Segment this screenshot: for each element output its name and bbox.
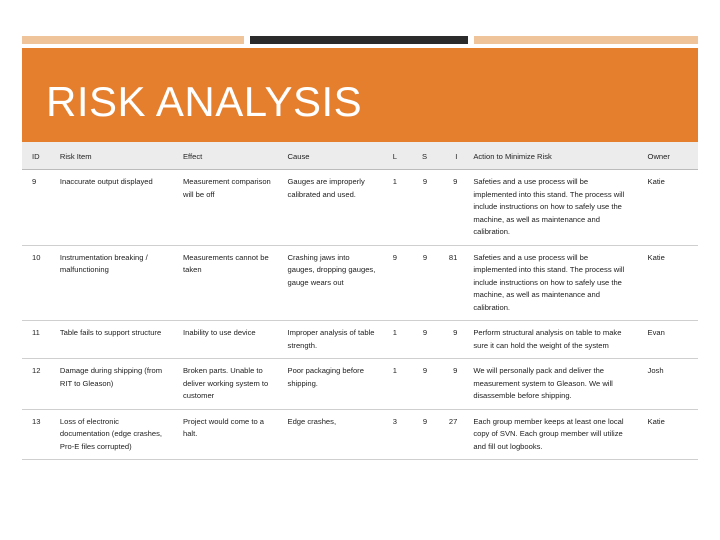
header-risk-item: Risk Item [50, 142, 173, 170]
cell-severity: 9 [403, 359, 433, 410]
cell-severity: 9 [403, 321, 433, 359]
cell-effect: Measurements cannot be taken [173, 245, 278, 321]
cell-likelihood: 1 [380, 359, 403, 410]
cell-action: Safeties and a use process will be implemented into this stand. The process will include instructions on how to safely use the machine, as well as maintenance and calibration. [463, 245, 637, 321]
header-owner: Owner [638, 142, 698, 170]
cell-owner: Josh [638, 359, 698, 410]
cell-importance: 9 [433, 359, 463, 410]
cell-effect: Measurement comparison will be off [173, 170, 278, 246]
slide-title: RISK ANALYSIS [46, 78, 363, 125]
cell-severity: 9 [403, 170, 433, 246]
cell-likelihood: 1 [380, 170, 403, 246]
accent-bar-right [474, 36, 698, 44]
risk-table [22, 142, 698, 460]
cell-effect: Broken parts. Unable to deliver working system to customer [173, 359, 278, 410]
cell-owner: Katie [638, 409, 698, 460]
cell-cause: Edge crashes, [278, 409, 380, 460]
table-row [22, 170, 698, 246]
cell-owner: Katie [638, 170, 698, 246]
table-row [22, 245, 698, 321]
header-severity: S [403, 142, 433, 170]
cell-importance: 81 [433, 245, 463, 321]
cell-risk-item: Loss of electronic documentation (edge crashes, Pro-E files corrupted) [50, 409, 173, 460]
cell-effect: Project would come to a halt. [173, 409, 278, 460]
cell-likelihood: 1 [380, 321, 403, 359]
cell-likelihood: 9 [380, 245, 403, 321]
header-id: ID [22, 142, 50, 170]
cell-risk-item: Inaccurate output displayed [50, 170, 173, 246]
cell-action: Perform structural analysis on table to make sure it can hold the weight of the system [463, 321, 637, 359]
header-cause: Cause [278, 142, 380, 170]
header-importance: I [433, 142, 463, 170]
cell-importance: 27 [433, 409, 463, 460]
title-band [22, 48, 698, 142]
cell-effect: Inability to use device [173, 321, 278, 359]
cell-id: 10 [22, 245, 50, 321]
cell-owner: Evan [638, 321, 698, 359]
cell-id: 11 [22, 321, 50, 359]
cell-severity: 9 [403, 245, 433, 321]
cell-cause: Crashing jaws into gauges, dropping gauges, gauge wears out [278, 245, 380, 321]
decorative-top-bars [22, 36, 698, 44]
cell-action: We will personally pack and deliver the measurement system to Gleason. We will disassemble before shipping. [463, 359, 637, 410]
cell-id: 12 [22, 359, 50, 410]
cell-risk-item: Damage during shipping (from RIT to Gleason) [50, 359, 173, 410]
cell-importance: 9 [433, 170, 463, 246]
cell-cause: Poor packaging before shipping. [278, 359, 380, 410]
table-row [22, 321, 698, 359]
header-action: Action to Minimize Risk [463, 142, 637, 170]
table-row [22, 359, 698, 410]
table-header-row [22, 142, 698, 170]
cell-severity: 9 [403, 409, 433, 460]
cell-cause: Gauges are improperly calibrated and used. [278, 170, 380, 246]
cell-action: Each group member keeps at least one local copy of SVN. Each group member will utilize and fill out logbooks. [463, 409, 637, 460]
cell-importance: 9 [433, 321, 463, 359]
header-likelihood: L [380, 142, 403, 170]
accent-bar-middle [250, 36, 468, 44]
table-row [22, 409, 698, 460]
cell-likelihood: 3 [380, 409, 403, 460]
cell-risk-item: Instrumentation breaking / malfunctioning [50, 245, 173, 321]
accent-bar-left [22, 36, 244, 44]
cell-id: 9 [22, 170, 50, 246]
cell-risk-item: Table fails to support structure [50, 321, 173, 359]
header-effect: Effect [173, 142, 278, 170]
cell-id: 13 [22, 409, 50, 460]
cell-owner: Katie [638, 245, 698, 321]
cell-action: Safeties and a use process will be implemented into this stand. The process will include instructions on how to safely use the machine, as well as maintenance and calibration. [463, 170, 637, 246]
cell-cause: Improper analysis of table strength. [278, 321, 380, 359]
